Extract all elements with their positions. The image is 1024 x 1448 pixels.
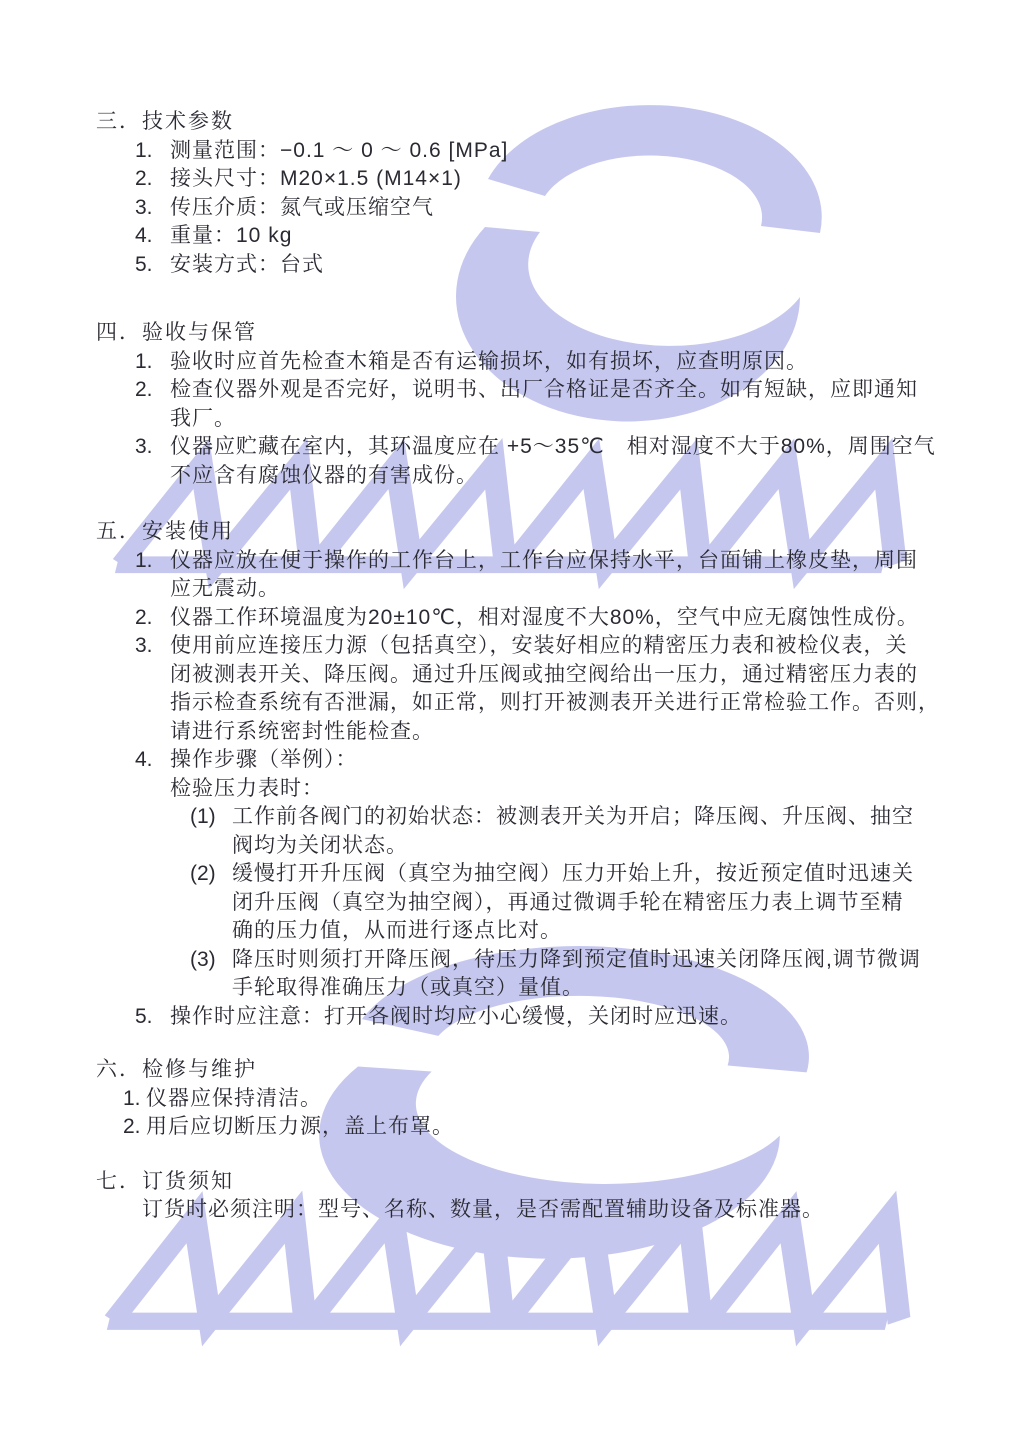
sub-list-item	[0, 803, 1024, 832]
item-text: 仪器应放在便于操作的工作台上，工作台应保持水平，台面铺上橡皮垫，周围	[170, 548, 918, 572]
item-text: 重量：10 kg	[170, 224, 293, 247]
item-text-continuation: 手轮取得准确压力（或真空）量值。	[232, 976, 584, 999]
item-number: 1.	[123, 1086, 141, 1110]
list-item	[0, 632, 1024, 661]
list-item	[0, 547, 1024, 576]
section-installation-use	[0, 518, 1024, 1031]
sub-list-item	[0, 946, 1024, 975]
item-text: 降压时则须打开降压阀，待压力降到预定值时迅速关闭降压阀,调节微调	[232, 947, 921, 971]
section-heading: 六．检修与维护	[96, 1058, 257, 1081]
item-number: (3)	[190, 947, 216, 971]
item-text: 传压介质：氮气或压缩空气	[170, 195, 434, 219]
section-acceptance-storage	[0, 319, 1024, 490]
list-item	[0, 194, 1024, 223]
item-text: 仪器应保持清洁。	[146, 1086, 322, 1110]
item-text-continuation: 闭升压阀（真空为抽空阀），再通过微调手轮在精密压力表上调节至精	[232, 890, 904, 914]
item-number: 1.	[135, 548, 153, 572]
item-number: 4.	[135, 748, 153, 771]
list-item	[0, 251, 1024, 280]
item-text: 验收时应首先检查木箱是否有运输损坏，如有损坏，应查明原因。	[170, 349, 808, 373]
section-maintenance	[0, 1056, 1024, 1142]
section-ordering-notes	[0, 1168, 1024, 1225]
list-item	[0, 433, 1024, 462]
item-number: 3.	[135, 634, 153, 657]
item-number: 3.	[135, 435, 153, 458]
item-number: 5.	[135, 1004, 153, 1028]
item-text-continuation: 阀均为关闭状态。	[232, 833, 408, 857]
item-number: 2.	[135, 378, 153, 401]
item-text: 工作前各阀门的初始状态：被测表开关为开启；降压阀、升压阀、抽空	[232, 805, 914, 828]
item-text: 安装方式：台式	[170, 252, 324, 276]
list-item	[0, 1003, 1024, 1032]
item-text-continuation: 我厂。	[170, 406, 236, 430]
section-technical-parameters	[0, 108, 1024, 279]
item-text: 用后应切断压力源，盖上布罩。	[146, 1115, 454, 1138]
list-item	[0, 376, 1024, 405]
item-text: 使用前应连接压力源（包括真空），安装好相应的精密压力表和被检仪表，关	[170, 634, 908, 657]
item-number: (2)	[190, 862, 216, 885]
item-text: 接头尺寸：M20×1.5 (M14×1)	[170, 167, 462, 190]
section-heading: 七．订货须知	[96, 1169, 234, 1193]
item-text-continuation: 检验压力表时：	[170, 776, 324, 800]
item-text-continuation: 请进行系统密封性能检查。	[170, 719, 434, 743]
item-text: 测量范围：−0.1 ～ 0 ～ 0.6 [MPa]	[170, 138, 509, 162]
item-text: 操作步骤（举例）：	[170, 748, 358, 771]
item-text: 仪器工作环境温度为20±10℃，相对湿度不大80%，空气中应无腐蚀性成份。	[170, 605, 919, 629]
section-heading: 四．验收与保管	[96, 321, 257, 344]
item-number: 4.	[135, 224, 153, 247]
list-item	[0, 746, 1024, 775]
item-text: 仪器应贮藏在室内，其环温度应在 +5～35℃ 相对湿度不大于80%，周围空气	[170, 435, 936, 458]
item-text-continuation: 确的压力值，从而进行逐点比对。	[232, 919, 562, 942]
item-number: 5.	[135, 252, 153, 276]
item-number: 2.	[135, 167, 153, 190]
item-text: 订货时必须注明：型号、名称、数量，是否需配置辅助设备及标准器。	[142, 1198, 824, 1221]
list-item	[0, 1085, 1024, 1114]
list-item	[0, 348, 1024, 377]
item-number: 2.	[123, 1115, 141, 1138]
list-item	[0, 604, 1024, 633]
item-text-continuation: 不应含有腐蚀仪器的有害成份。	[170, 463, 478, 487]
section-heading: 三．技术参数	[96, 110, 234, 133]
item-text: 操作时应注意：打开各阀时均应小心缓慢，关闭时应迅速。	[170, 1004, 742, 1028]
item-number: 1.	[135, 349, 153, 373]
sub-list-item	[0, 860, 1024, 889]
item-number: 1.	[135, 138, 153, 162]
list-item	[0, 222, 1024, 251]
item-number: 2.	[135, 605, 153, 629]
item-text-continuation: 指示检查系统有否泄漏，如正常，则打开被测表开关进行正常检验工作。否则，	[170, 691, 940, 714]
section-heading: 五．安装使用	[96, 520, 234, 543]
list-item	[0, 137, 1024, 166]
list-item	[0, 1113, 1024, 1142]
item-number: (1)	[190, 805, 216, 828]
list-item	[0, 165, 1024, 194]
item-text-continuation: 应无震动。	[170, 577, 280, 600]
item-text-continuation: 闭被测表开关、降压阀。通过升压阀或抽空阀给出一压力，通过精密压力表的	[170, 662, 918, 686]
item-number: 3.	[135, 195, 153, 219]
item-text: 缓慢打开升压阀（真空为抽空阀）压力开始上升，按近预定值时迅速关	[232, 862, 914, 885]
item-text: 检查仪器外观是否完好，说明书、出厂合格证是否齐全。如有短缺，应即通知	[170, 378, 918, 401]
